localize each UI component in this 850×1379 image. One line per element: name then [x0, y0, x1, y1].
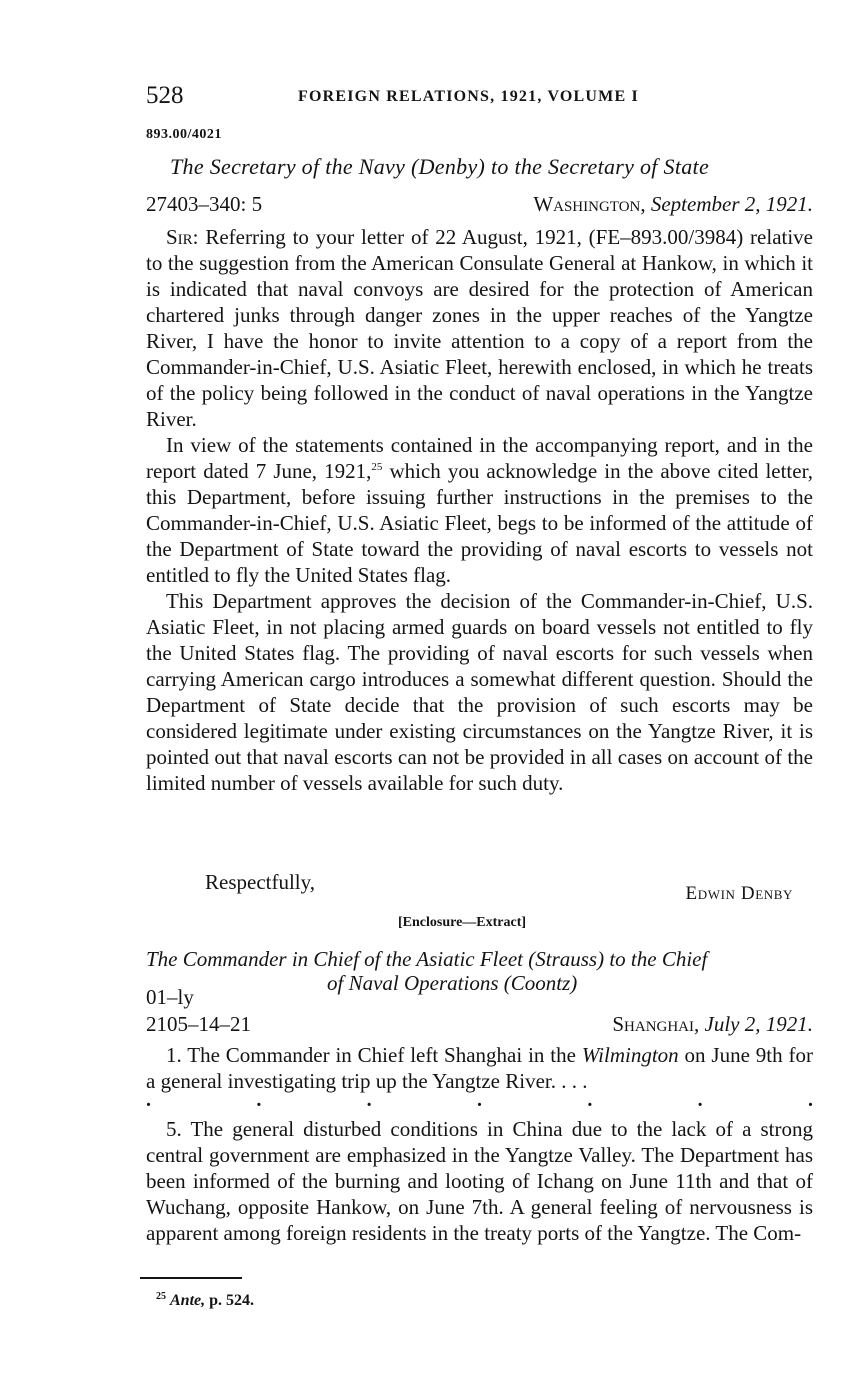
place-date — [533, 192, 813, 217]
file-number: 893.00/4021 — [146, 127, 222, 142]
omission-dot: . — [476, 1089, 482, 1111]
enclosure-label: [Enclosure—Extract] — [398, 915, 527, 930]
reference-number: 27403–340: 5 — [146, 192, 263, 216]
paragraph — [146, 588, 813, 796]
omission-dot: . — [256, 1089, 262, 1111]
running-title: FOREIGN RELATIONS, 1921, VOLUME I — [298, 88, 639, 105]
omission-dots — [146, 1089, 813, 1111]
date: September 2, 1921. — [650, 192, 813, 216]
page-number: 528 — [146, 82, 184, 109]
enclosure-body-continued — [146, 1116, 813, 1246]
footnote-mark: 25 — [156, 1291, 166, 1302]
paragraph-text: 5. The general disturbed conditions in China due to the lack of a strong central government are emphasized in the Yangtze Valley. The Department has been informed of the burning and looting of Ichang on June 11th and that of Wuchang, opposite Hankow, on June 7th. A general feeling of nervousness is apparent among foreign residents in the treaty ports of the Yangtze. The Com- — [146, 1117, 813, 1245]
omission-dot: . — [587, 1089, 593, 1111]
omission-dot: . — [807, 1089, 813, 1111]
enclosure-body — [146, 1042, 813, 1094]
paragraph-text: which you acknowledge in the above cited letter, this Department, before issuing further instructions in the premises to the Commander-in-Chief, U.S. Asiatic Fleet, begs to be informed of the attitude of the Department of State toward the providing of naval escorts to vessels not entitled to fly the United States flag. — [146, 459, 813, 587]
paragraph — [146, 1042, 813, 1094]
ship-name: Wilmington — [581, 1043, 679, 1067]
letter-body — [146, 224, 813, 796]
paragraph — [146, 432, 813, 588]
paragraph — [146, 1116, 813, 1246]
paragraph-text: 1. The Commander in Chief left Shanghai in the — [166, 1043, 582, 1067]
enclosure-title: The Commander in Chief of the Asiatic Fleet (Strauss) to the Chief — [146, 947, 708, 971]
omission-dot: . — [697, 1089, 703, 1111]
place: Washington, — [533, 192, 646, 216]
omission-dot: . — [146, 1089, 151, 1111]
footnote-italic: Ante, — [170, 1292, 206, 1309]
enclosure-title-continued: of Naval Operations (Coontz) — [327, 971, 578, 995]
paragraph-text: This Department approves the decision of the Commander-in-Chief, U.S. Asiatic Fleet, in not placing armed guards on board vessels not entitled to fly the United States flag. The providing of naval escorts for such vessels when carrying American cargo introduces a somewhat different question. Should the Department of State decide that the provision of such escorts may be considered legitimate under existing circumstances on the Yangtze River, it is pointed out that naval escorts can not be provided in all cases on account of the limited number of vessels available for such duty. — [146, 589, 813, 795]
enclosure-place: Shanghai, — [612, 1012, 700, 1036]
document-title: The Secretary of the Navy (Denby) to the Secretary of State — [170, 154, 710, 179]
enclosure-reference-number: 2105–14–21 — [146, 1012, 251, 1036]
footnote — [156, 1291, 254, 1310]
closing: Respectfully, — [205, 870, 316, 894]
salutation: Sir: — [166, 225, 199, 249]
paragraph-text: on June 9th for a general investigating trip up the Yangtze River. . . . — [146, 1043, 813, 1093]
footnote-text: p. 524. — [205, 1292, 255, 1309]
footnote-divider — [140, 1277, 242, 1279]
enclosure-place-date — [612, 1012, 813, 1037]
footnote-reference: 25 — [371, 461, 383, 473]
enclosure-date: July 2, 1921. — [704, 1012, 813, 1036]
paragraph — [146, 224, 813, 432]
signature: Edwin Denby — [685, 883, 793, 904]
paragraph-text: Referring to your letter of 22 August, 1921, (FE–893.00/3984) relative to the suggestion from the American Consulate General at Hankow, in which it is indicated that naval convoys are desired for the protection of American chartered junks through danger zones in the upper reaches of the Yangtze River, I have the honor to invite attention to a copy of a report from the Commander-in-Chief, U.S. Asiatic Fleet, herewith enclosed, in which he treats of the policy being followed in the conduct of naval operations in the Yangtze River. — [146, 225, 813, 431]
omission-dot: . — [366, 1089, 372, 1111]
paragraph-text: In view of the statements contained in the accompanying report, and in the report dated 7 June, 1921, — [146, 433, 813, 483]
enclosure-reference: 01–ly — [146, 985, 194, 1009]
